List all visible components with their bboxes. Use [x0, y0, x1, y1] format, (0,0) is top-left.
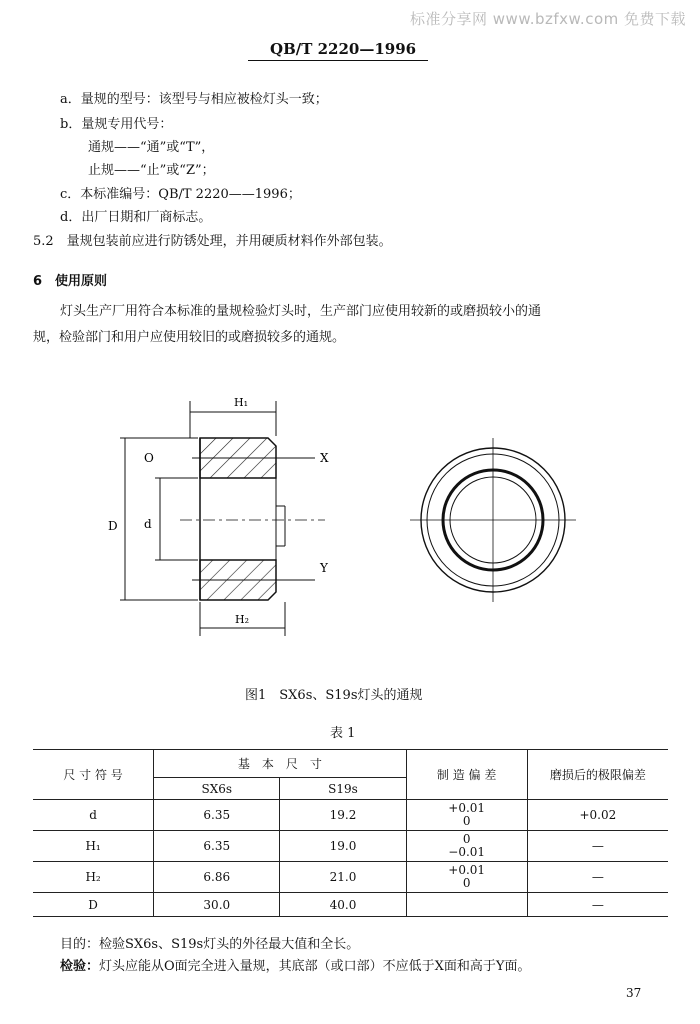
- gauge-figure: [80, 370, 600, 660]
- section-6-title: 6 使用原则: [33, 274, 108, 289]
- list-item-b2: 止规——“止”或“Z”；: [88, 163, 215, 178]
- list-item-c: c．本标准编号：QB/T 2220——1996；: [60, 187, 301, 202]
- label-x: X: [320, 451, 329, 465]
- check-label: 检验：: [60, 959, 100, 974]
- header-rule: [248, 60, 428, 61]
- gauge-end-view: [410, 438, 576, 602]
- header-basic-size: 基 本 尺 寸: [154, 750, 406, 778]
- table-row: H₁ 6.35 19.0 0 −0.01 —: [33, 831, 668, 862]
- label-D: D: [108, 519, 118, 533]
- label-o: O: [144, 451, 154, 465]
- spec-table: [33, 749, 668, 917]
- list-item-b: b．量规专用代号：: [60, 117, 173, 132]
- header-sx6s: SX6s: [154, 778, 280, 800]
- list-item-b1: 通规——“通”或“T”，: [88, 140, 215, 155]
- header-size-symbol: 尺 寸 符 号: [33, 750, 154, 800]
- header-s19s: S19s: [280, 778, 406, 800]
- table-caption: 表 1: [330, 726, 356, 741]
- label-h2: H₂: [235, 613, 250, 626]
- clause-5-2: 5.2 量规包装前应进行防锈处理，并用硬质材料作外部包装。: [33, 234, 392, 249]
- label-d: d: [144, 517, 152, 531]
- label-y: Y: [320, 561, 328, 575]
- check-text: 灯头应能从O面完全进入量规，其底部（或口部）不应低于X面和高于Y面。: [99, 959, 531, 974]
- figure-caption: 图1 SX6s、S19s灯头的通规: [245, 688, 423, 703]
- header-mfg-tolerance: 制 造 偏 差: [406, 750, 527, 800]
- page-number: 37: [626, 986, 642, 1000]
- table-row: H₂ 6.86 21.0 +0.01 0 —: [33, 862, 668, 893]
- list-item-a: a．量规的型号：该型号与相应被检灯头一致；: [60, 92, 328, 107]
- header-wear-limit: 磨损后的极限偏差: [527, 750, 668, 800]
- watermark: 标准分享网 www.bzfxw.com 免费下载: [410, 10, 686, 28]
- check-paragraph: [60, 955, 531, 974]
- table-row: d 6.35 19.2 +0.01 0 +0.02: [33, 800, 668, 831]
- section-6-para-line1: 灯头生产厂用符合本标准的量规检验灯头时，生产部门应使用较新的或磨损较小的通: [60, 304, 542, 319]
- label-h1: H₁: [234, 396, 249, 409]
- list-item-d: d．出厂日期和厂商标志。: [60, 210, 212, 225]
- purpose-text: 目的：检验SX6s、S19s灯头的外径最大值和全长。: [60, 937, 360, 952]
- standard-header: QB/T 2220—1996: [270, 40, 417, 58]
- table-row: D 30.0 40.0 —: [33, 893, 668, 917]
- section-6-para-line2: 规，检验部门和用户应使用较旧的或磨损较多的通规。: [33, 330, 346, 345]
